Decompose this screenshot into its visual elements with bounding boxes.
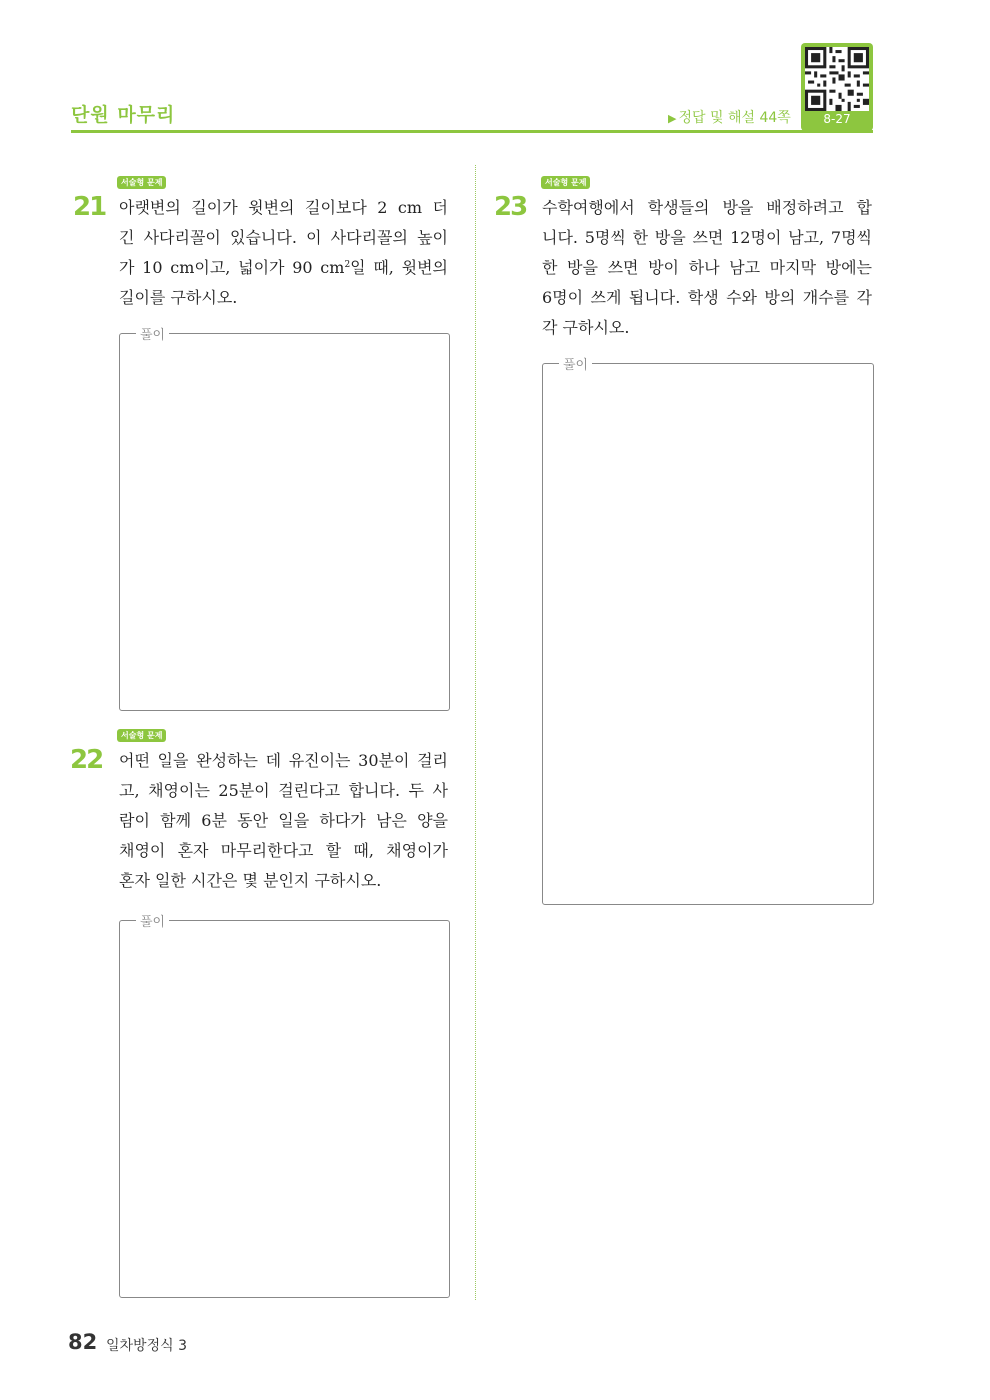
question-text <box>119 193 448 313</box>
question-number: 22 <box>70 745 103 775</box>
question-line <box>119 253 448 283</box>
question-line: 니다. 5명씩 한 방을 쓰면 12명이 남고, 7명씩 <box>542 228 872 247</box>
answer-reference-text: 정답 및 해설 44쪽 <box>678 110 791 126</box>
question-line: 긴 사다리꼴이 있습니다. 이 사다리꼴의 높이 <box>119 228 448 247</box>
qr-code-label: 8-27 <box>823 112 851 126</box>
question-line: 어떤 일을 완성하는 데 유진이는 30분이 걸리 <box>119 751 448 770</box>
chapter-title: 일차방정식 3 <box>106 1338 187 1354</box>
answer-work-box[interactable] <box>542 358 874 905</box>
answer-reference <box>668 107 791 127</box>
question-tag: 서술형 문제 <box>117 176 166 189</box>
question-line: 한 방을 쓰면 방이 하나 남고 마지막 방에는 <box>542 258 872 277</box>
question-line: 수학여행에서 학생들의 방을 배정하려고 합 <box>542 198 872 217</box>
triangle-icon: ▶ <box>668 112 677 125</box>
section-title: 단원 마무리 <box>71 104 176 126</box>
question-number: 21 <box>73 192 106 222</box>
question-line: 채영이 혼자 마무리한다고 할 때, 채영이가 <box>119 841 448 860</box>
question-tag: 서술형 문제 <box>117 729 166 742</box>
work-label: 풀이 <box>136 911 169 930</box>
answer-work-box[interactable] <box>119 328 450 711</box>
question-line: 아랫변의 길이가 윗변의 길이보다 2 cm 더 <box>119 198 448 217</box>
question-text <box>542 193 872 343</box>
column-divider <box>475 165 476 1300</box>
question-line-part: 일 때, 윗변의 <box>350 258 448 277</box>
question-line: 고, 채영이는 25분이 걸린다고 합니다. 두 사 <box>119 781 448 800</box>
header-divider <box>71 130 873 133</box>
question-tag: 서술형 문제 <box>541 176 590 189</box>
question-line: 각 구하시오. <box>542 318 630 337</box>
answer-work-box[interactable] <box>119 915 450 1298</box>
work-label: 풀이 <box>559 354 592 373</box>
page-number: 82 <box>68 1330 98 1354</box>
superscript: 2 <box>344 260 351 270</box>
question-number: 23 <box>494 192 527 222</box>
question-line: 6명이 쓰게 됩니다. 학생 수와 방의 개수를 각 <box>542 288 872 307</box>
qr-code-icon <box>805 47 869 111</box>
question-text <box>119 746 448 896</box>
question-line: 길이를 구하시오. <box>119 288 238 307</box>
question-line: 혼자 일한 시간은 몇 분인지 구하시오. <box>119 871 382 890</box>
question-line: 람이 함께 6분 동안 일을 하다가 남은 양을 <box>119 811 448 830</box>
question-line-part: 가 10 cm이고, 넓이가 90 cm <box>119 258 345 277</box>
qr-code-badge[interactable] <box>801 43 873 131</box>
work-label: 풀이 <box>136 324 169 343</box>
